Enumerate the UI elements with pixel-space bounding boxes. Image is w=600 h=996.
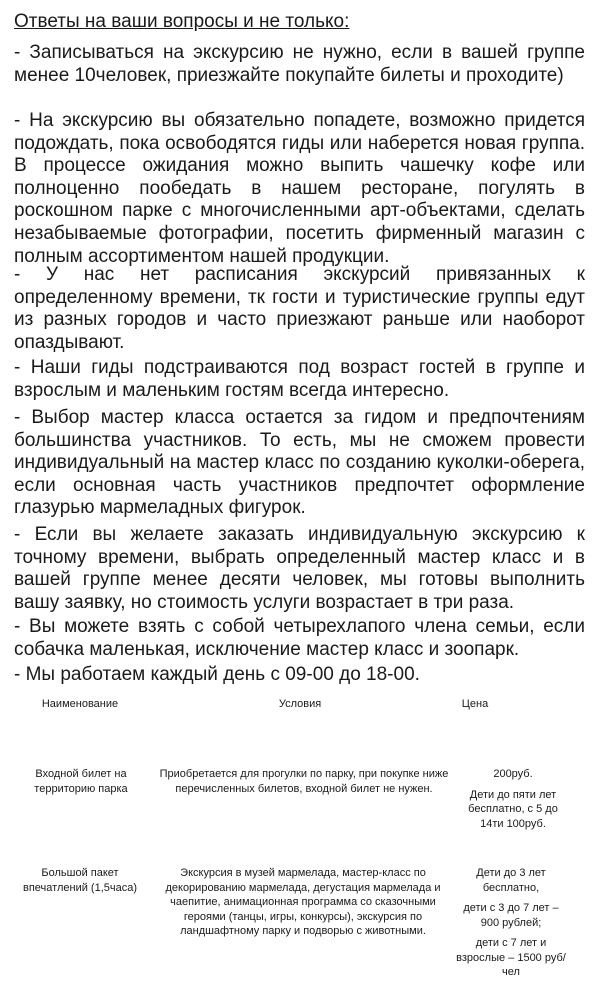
info-paragraph-6: - Если вы желаете заказать индивидуальную экскурсию к точному времени, выбрать определенный мастер класс и в вашей группе менее десяти человек, мы готовы выполнить вашу заявку, но стоимость услуги возрастает в три раза. — [14, 524, 585, 613]
table-row-1-conditions: Приобретается для прогулки по парку, при покупке ниже перечисленных билетов, входной билет не нужен. — [159, 768, 449, 795]
info-paragraph-1: - Записываться на экскурсию не нужно, если в вашей группе менее 10человек, приезжайте покупайте билеты и проходите) — [14, 42, 585, 86]
info-paragraph-7: - Вы можете взять с собой четырехлапого члена семьи, если собачка маленькая, исключение мастер класс и зоопарк. — [14, 616, 585, 660]
price-line: Дети до 3 лет бесплатно, — [476, 867, 546, 894]
info-paragraph-2: - На экскурсию вы обязательно попадете, возможно придется подождать, пока освободятся гиды или наберется новая группа. В процессе ожидания можно выпить чашечку кофе или полноценно пообедать в нашем ресторане, погулять в роскошном парке с многочисленными арт-объектами, сделать незабываемые фотографии, посетить фирменный магазин с полным ассортиментом нашей продукции. — [14, 110, 585, 267]
table-header-price: Цена — [461, 698, 489, 710]
table-header-conditions: Условия — [278, 698, 322, 710]
info-paragraph-3: - У нас нет расписания экскурсий привязанных к определенному времени, тк гости и туристические группы едут из разных городов и часто приезжают раньше или наоборот опаздывают. — [14, 264, 585, 353]
info-paragraph-8: - Мы работаем каждый день с 09-00 до 18-00. — [14, 664, 420, 685]
table-header-name: Наименование — [41, 698, 119, 710]
page-title: Ответы на ваши вопросы и не только: — [14, 11, 350, 32]
table-row-1-price — [458, 767, 568, 831]
price-line: 200руб. — [493, 768, 533, 780]
price-line: дети с 3 до 7 лет – 900 рублей; — [463, 902, 559, 929]
info-paragraph-5: - Выбор мастер класса остается за гидом и предпочтениям большинства участников. То есть, мы не сможем провести индивидуальный на мастер класс по созданию куколки-оберега, если основная часть участников предпочтет оформление глазурью мармеладных фигурок. — [14, 407, 585, 519]
table-row-2-conditions: Экскурсия в музей мармелада, мастер-класс по декорированию мармелада, дегустация мармелада и чаепитие, анимационная программа со сказочными героями (танцы, игры, конкурсы), экскурсия по ландшафтному парку и подворью с животными. — [165, 867, 441, 937]
price-line: Дети до пяти лет бесплатно, с 5 до 14ти 100руб. — [468, 788, 558, 830]
price-line: дети с 7 лет и взрослые – 1500 руб/чел — [456, 937, 566, 978]
table-row-2-name: Большой пакет впечатлений (1,5часа) — [23, 867, 137, 894]
table-row-2-price — [456, 866, 566, 980]
info-paragraph-4: - Наши гиды подстраиваются под возраст гостей в группе и взрослым и маленьким гостям всегда интересно. — [14, 357, 585, 401]
table-row-1-name: Входной билет на территорию парка — [34, 768, 128, 795]
